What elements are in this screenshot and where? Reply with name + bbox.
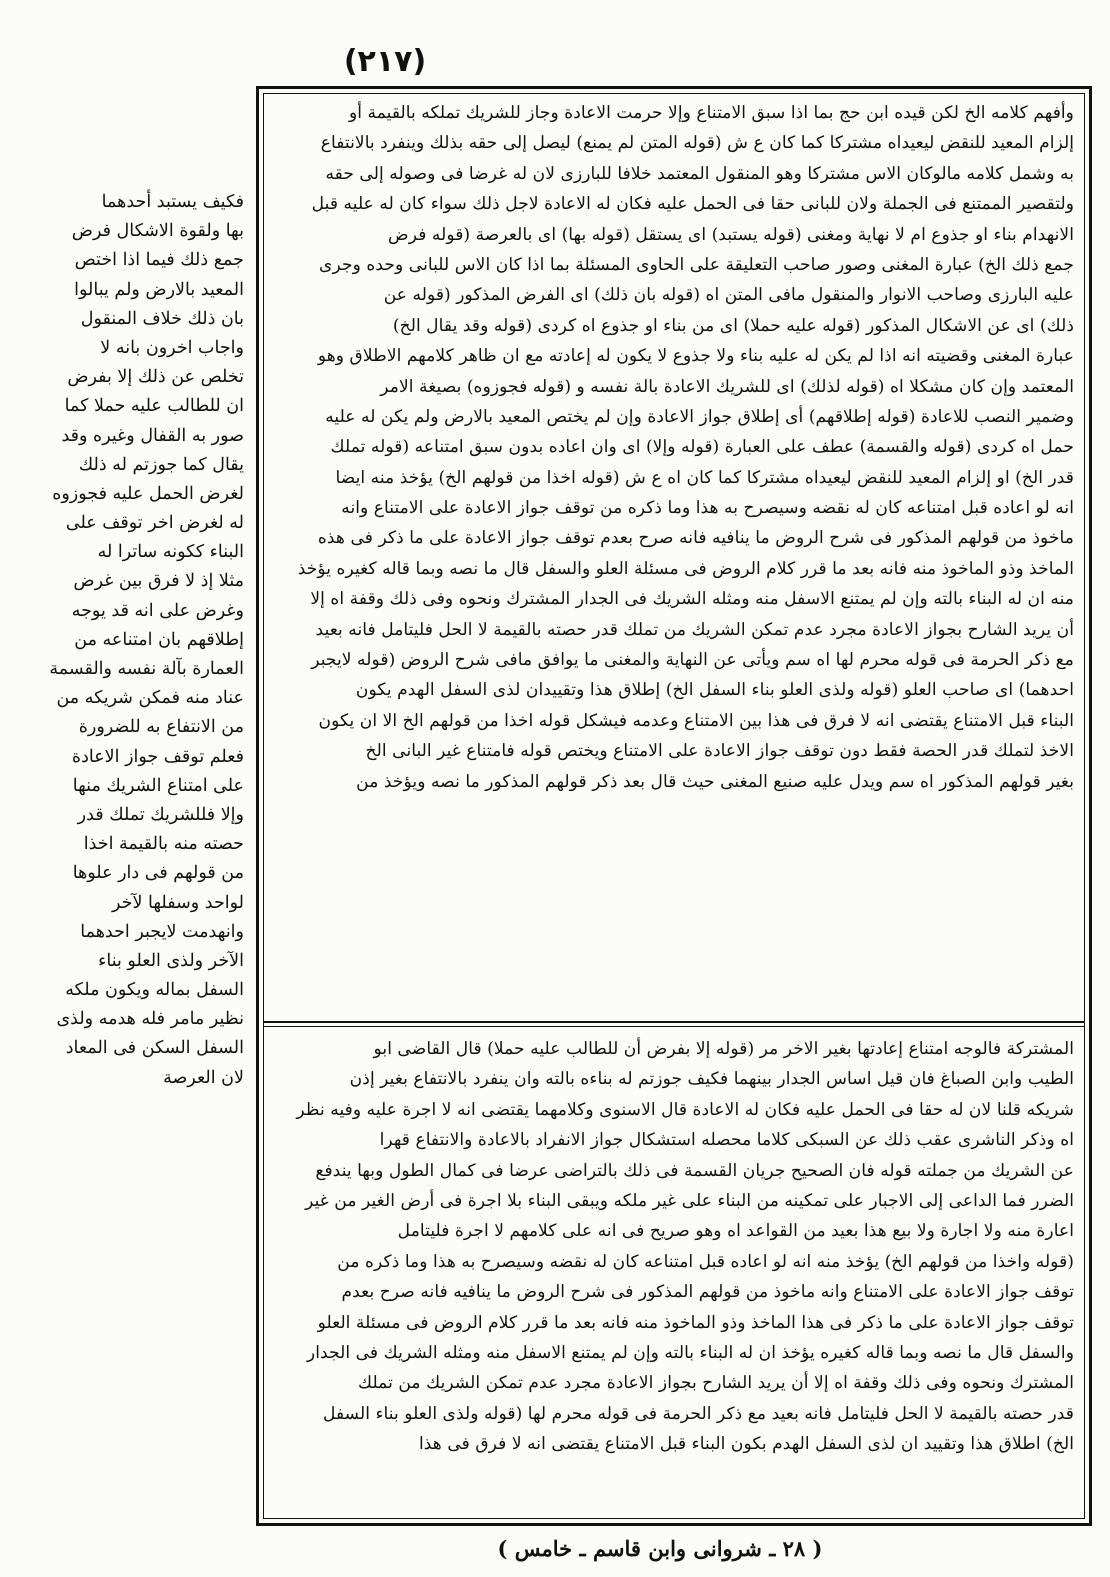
margin-line: على امتناع الشريك منها bbox=[72, 775, 244, 796]
commentary-line: والسفل قال ما نصه وبما قاله كغيره يؤخذ ان له البناء بالته وإن لم يمتنع الاسفل منه ومثله الشريك فى الجدار bbox=[306, 1342, 1074, 1363]
commentary-line: عن الشريك من جملته قوله فان الصحيح جريان القسمة فى ذلك بالتراضى عرضا فى كمال الطول وبها يندفع bbox=[315, 1160, 1074, 1181]
margin-line: ان للطالب عليه حملا كما bbox=[64, 396, 244, 417]
commentary-line: انه لو اعاده قبل امتناعه كان له نقضه وسيصرح به هذا وما ذكره من توقف جواز الاعادة على الامتناع وانه bbox=[341, 498, 1074, 519]
lower-commentary bbox=[274, 1034, 1074, 1520]
commentary-line: اعارة منه ولا اجارة ولا بيع هذا بعيد من القواعد اه وهو صريح فى انه على كلامهم لا اجرة فليتامل bbox=[397, 1221, 1074, 1242]
commentary-line: احدهما) اى صاحب العلو (قوله ولذى العلو بناء السفل الخ) إطلاق هذا وتقييدان لذى السفل الهدم يكون bbox=[355, 680, 1074, 701]
margin-line: من الانتفاع به للضرورة bbox=[78, 717, 244, 738]
margin-line: من قولهم فى دار علوها bbox=[72, 863, 244, 884]
margin-line: العمارة بآلة نفسه والقسمة bbox=[49, 659, 244, 679]
commentary-line: قدر حصته بالقيمة لا الحل فليتامل فانه بعيد مع ذكر الحرمة فى قوله محرم لها (قوله ولذى العلو بناء السفل bbox=[322, 1403, 1074, 1424]
margin-line: الآخر ولذى العلو بناء bbox=[98, 950, 244, 971]
margin-line: بها ولقوة الاشكال فرض bbox=[71, 221, 244, 242]
margin-line: البناء ككونه ساترا له bbox=[97, 542, 244, 563]
commentary-line: الماخذ وذو الماخوذ منه فانه بعد ما قرر كلام الروض فى مسئلة العلو والسفل قال ما نصه وبما قاله كغيره يؤخذ bbox=[297, 558, 1074, 579]
upper-commentary bbox=[274, 98, 1074, 1016]
margin-line: يقال كما جوزتم له ذلك bbox=[78, 454, 244, 475]
commentary-line: بغير قولهم المذكور اه سم ويدل عليه صنيع المغنى حيث قال بعد ذكر قولهم المذكور ما نصه ويؤخذ من bbox=[356, 771, 1074, 792]
commentary-line: ذلك) اى عن الاشكال المذكور (قوله عليه حملا) اى من بناء او جذوع اه كردى (قوله وقد يقال الخ) bbox=[392, 315, 1074, 336]
margin-line: فكيف يستبد أحدهما bbox=[101, 192, 244, 212]
commentary-line: الضرر فما الداعى إلى الاجبار على تمكينه من البناء على غير ملكه ويبقى البناء بلا اجرة فى أرض الغير من غير bbox=[305, 1190, 1074, 1211]
margin-line: لواحد وسفلها لآخر bbox=[112, 892, 244, 913]
margin-line: السفل بماله ويكون ملكه bbox=[65, 980, 244, 1001]
margin-line: لان العرصة bbox=[163, 1067, 244, 1088]
commentary-line: منه ان له البناء بالته وإن لم يمتنع الاسفل منه ومثله الشريك فى الجدار المشترك ونحوه وفى ذلك وقفة اه إلا bbox=[310, 589, 1074, 610]
margin-line: لغرض الحمل عليه فجوزوه bbox=[52, 483, 244, 504]
main-text-inner-border bbox=[263, 93, 1085, 1519]
commentary-line: به وشمل كلامه مالوكان الاس مشتركا وهو المنقول المعتمد خلافا للبارزى لان له غرضا فى وصوله إلى حقه bbox=[325, 163, 1074, 184]
commentary-line: عبارة المغنى وقضيته انه اذا لم يكن له عليه بناء ولا جذوع لا يكون له إعادته مع ان ظاهر كلامهم الاطلاق وهو bbox=[317, 346, 1074, 367]
margin-line: تخلص عن ذلك إلا بفرض bbox=[67, 367, 244, 388]
commentary-line: حمل اه كردى (قوله والقسمة) عطف على العبارة (قوله وإلا) اى وان اعاده بدون سبق امتناعه (قوله تملك bbox=[330, 437, 1074, 458]
margin-line: إطلاقهم بان امتناعه من bbox=[74, 629, 244, 650]
commentary-line: المشترك ونحوه وفى ذلك وقفة اه إلا أن يريد الشارح بجواز الاعادة مجرد عدم تمكن الشريك من تملك bbox=[357, 1373, 1074, 1394]
margin-line: له لغرض اخر توقف على bbox=[65, 513, 244, 534]
margin-line: المعيد بالارض ولم يبالوا bbox=[74, 279, 244, 300]
commentary-line: الطيب وابن الصباغ فان قيل اساس الجدار بينهما فكيف جوزتم له بناءه بالته وان ينفرد بالانتفاع بغير إذن bbox=[349, 1069, 1074, 1090]
margin-line: حصته منه بالقيمة اخذا bbox=[83, 834, 244, 855]
margin-line: جمع ذلك فيما اذا اختص bbox=[74, 250, 244, 271]
margin-line: السفل السكن فى المعاد bbox=[65, 1038, 244, 1059]
commentary-line: الاخذ لتملك قدر الحصة فقط دون توقف جواز الاعادة على الامتناع ويختص قوله فامتناع غير البانى الخ bbox=[365, 741, 1074, 762]
margin-line: فعلم توقف جواز الاعادة bbox=[71, 746, 244, 767]
commentary-line: توقف جواز الاعادة على الامتناع وانه ماخوذ من قولهم المذكور فى شرح الروض ما ينافيه فانه صرح بعدم bbox=[341, 1282, 1074, 1303]
margin-line: وغرض على انه قد يوجه bbox=[71, 600, 244, 621]
commentary-line: توقف جواز الاعادة على ما ذكر فى هذا الماخذ وذو الماخوذ منه فانه بعد ما قرر كلام الروض فى مسئلة العلو bbox=[317, 1312, 1074, 1333]
page-footer-signature: ( ٢٨ ـ شروانى وابن قاسم ـ خامس ) bbox=[497, 1536, 823, 1561]
commentary-line: أن يريد الشارح بجواز الاعادة مجرد عدم تمكن الشريك من تملك قدر حصته بالقيمة لا الحل فليتامل فانه بعيد bbox=[315, 619, 1074, 640]
commentary-line: البناء قبل الامتناع يقتضى انه لا فرق فى هذا بين الامتناع وعدمه فيشكل قوله اخذا من قولهم الخ الا ان يكون bbox=[318, 710, 1074, 731]
page-number: (٢١٧) bbox=[343, 44, 427, 79]
commentary-line: وأفهم كلامه الخ لكن قيده ابن حج بما اذا سبق الامتناع وإلا حرمت الاعادة وجاز للشريك تملكه بالقيمة أو bbox=[348, 103, 1074, 123]
commentary-line: قدر الخ) او إلزام المعيد للنقض ليعيداه مشتركا كما كان اه ع ش (قوله اخذا من قولهم الخ) يؤخذ منه ايضا bbox=[335, 467, 1074, 488]
margin-line: نظير مامر فله هدمه ولذى bbox=[56, 1009, 244, 1030]
margin-line: واجاب اخرون بانه لا bbox=[100, 337, 244, 358]
commentary-line: المعتمد وإن كان مشكلا اه (قوله لذلك) اى للشريك الاعادة بالة نفسه و (قوله فجوزوه) بصيغة الامر bbox=[380, 376, 1074, 397]
margin-line: بان ذلك خلاف المنقول bbox=[80, 308, 244, 329]
commentary-line: وضمير النصب للاعادة (قوله إطلاقهم) أى إطلاق جواز الاعادة وإن لم يختص المعيد بالارض ولم يكن له عليه bbox=[325, 406, 1074, 427]
commentary-line: عليه البارزى وصاحب الانوار والمنقول مافى المتن اه (قوله بان ذلك) اى الفرض المذكور (قوله عن bbox=[383, 285, 1074, 306]
commentary-line: ماخوذ من قولهم المذكور فى شرح الروض ما ينافيه فانه صرح بعدم توقف جواز الاعادة على ما ذكر فى هذه bbox=[317, 528, 1074, 549]
commentary-line: مع ذكر الحرمة فى قوله محرم لها اه سم ويأتى عن النهاية والمغنى ما يوافق مافى شرح الروض (قوله لايجبر bbox=[311, 650, 1074, 671]
margin-line: عناد منه فمكن شريكه من bbox=[56, 688, 244, 709]
margin-line: وإلا فللشريك تملك قدر bbox=[77, 804, 244, 825]
commentary-line: ولتقصير الممتنع فى الجملة ولان للبانى حقا فى الحمل عليه فكان له الاعادة لاجل ذلك سواء كان له عليه قبل bbox=[311, 194, 1074, 215]
commentary-line: اه وذكر الناشرى عقب ذلك عن السبكى كلاما محصله استشكال جواز الانفراد بالاعادة والانتفاع قهرا bbox=[379, 1130, 1074, 1151]
margin-text bbox=[10, 188, 244, 1088]
commentary-line: (قوله واخذا من قولهم الخ) يؤخذ منه انه لو اعاده قبل امتناعه كان له نقضه وسيصرح به هذا وما ذكره من bbox=[337, 1251, 1074, 1272]
commentary-line: شريكه قلنا لان له حقا فى الحمل عليه فكان له الاعادة قال الاسنوى وكلامهما يقتضى انه لا اجرة عليه وفيه نظر bbox=[296, 1099, 1074, 1120]
commentary-line: الخ) اطلاق هذا وتقييد ان لذى السفل الهدم بكون البناء قبل الامتناع يقتضى انه لا فرق فى هذا bbox=[419, 1434, 1074, 1455]
margin-line: صور به القفال وغيره وقد bbox=[61, 425, 244, 446]
commentary-line: الانهدام بناء او جذوع ام لا نهاية ومغنى (قوله يستبد) اى يستقل (قوله بها) اى بالعرصة (قوله فرض bbox=[387, 224, 1074, 245]
main-text-frame bbox=[256, 86, 1092, 1526]
margin-line: وانهدمت لايجبر احدهما bbox=[80, 921, 244, 942]
commentary-line: جمع ذلك الخ) عبارة المغنى وصور صاحب التعليقة على الحاوى المسئلة بما اذا كان الاس للبانى وحده وجرى bbox=[319, 254, 1074, 275]
section-divider bbox=[264, 1021, 1084, 1023]
commentary-line: إلزام المعيد للنقض ليعيداه مشتركا كما كان ع ش (قوله المتن لم يمنع) ليصل إلى حقه بذلك وينفرد بالانتفاع bbox=[320, 133, 1074, 154]
commentary-line: المشتركة فالوجه امتناع إعادتها بغير الاخر مر (قوله إلا بفرض أن للطالب عليه حملا) قال القاضى ابو bbox=[373, 1039, 1074, 1059]
margin-line: مثلا إذ لا فرق بين غرض bbox=[73, 571, 244, 592]
